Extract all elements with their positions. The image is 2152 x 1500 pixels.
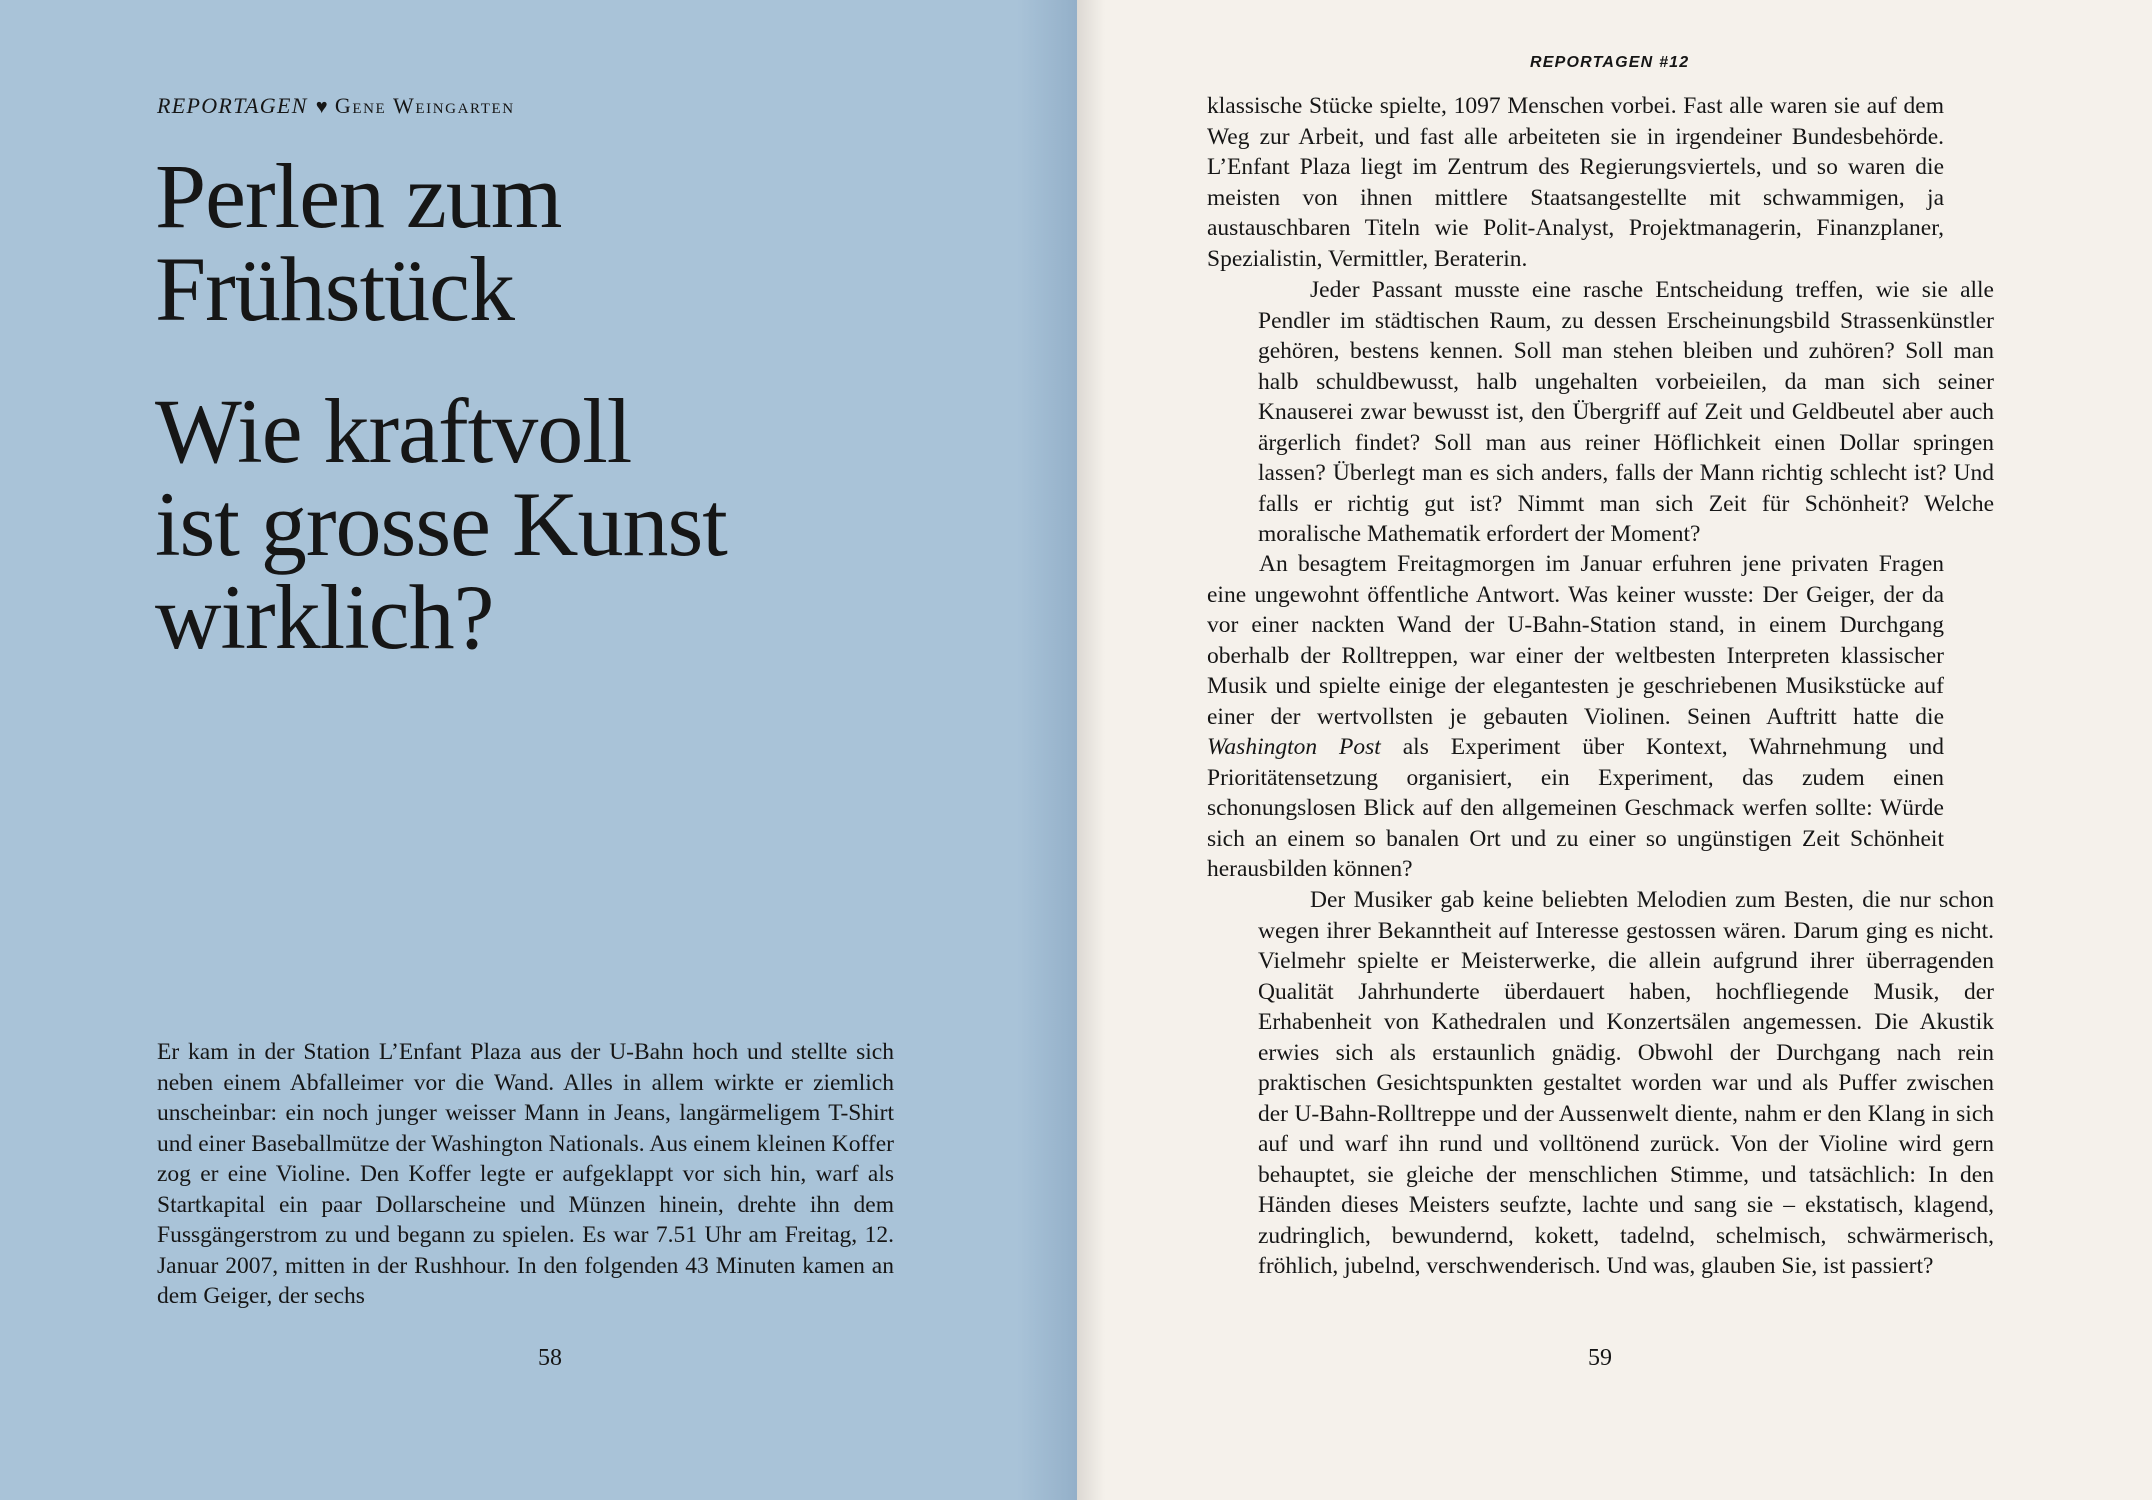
right-page <box>1077 0 2152 1500</box>
body-paragraph-2: Jeder Passant musste eine rasche Entscheidung treffen, wie sie alle Pendler im städtischen Raum, zu dessen Erscheinungsbild Strassenkünstler gehören, bestens kennen. Soll man stehen bleiben und zuhören? Soll man halb schuldbewusst, halb ungehalten vorbeieilen, da man sich seiner Knauserei zwar bewusst ist, den Übergriff auf Zeit und Geldbeutel aber auch ärgerlich findet? Soll man aus reiner Höflichkeit einen Dollar springen lassen? Überlegt man es sich anders, falls der Mann richtig schlecht ist? Und falls er richtig gut ist? Nimmt man sich Zeit für Schönheit? Welche moralische Mathematik erfordert der Moment? <box>1258 277 1994 547</box>
kicker <box>157 93 515 119</box>
title-line-2: Frühstück <box>155 238 514 340</box>
body-paragraph-4: Der Musiker gab keine beliebten Melodien zum Besten, die nur schon wegen ihrer Bekanntheit auf Interesse gestossen wären. Darum ging es nicht. Vielmehr spielte er Meisterwerke, die allein aufgrund ihrer überragenden Qualität Jahrhunderte überdauert haben, hochfliegende Musik, der Erhabenheit von Kathedralen und Konzertsälen angemessen. Die Akustik erwies sich als erstaunlich gnädig. Obwohl der Durchgang nach rein praktischen Gesichtspunkten gestaltet worden war und als Puffer zwischen der U-Bahn-Rolltreppe und der Aussenwelt diente, nahm er den Klang in sich auf und warf ihn rund und volltönend zurück. Von der Violine wird gern behauptet, sie gleiche der menschlichen Stimme, und tatsächlich: In den Händen dieses Meisters seufzte, lachte und sang sie – ekstatisch, klagend, zudringlich, bewundernd, kokett, tadelnd, schelmisch, schwärmerisch, fröhlich, jubelnd, verschwenderisch. Und was, glauben Sie, ist passiert? <box>1258 887 1994 1279</box>
paragraph-3-part-1: An besagtem Freitagmorgen im Januar erfuhren jene privaten Fragen eine ungewohnt öffentliche Antwort. Was keiner wusste: Der Geiger, der da vor einer nackten Wand der U-Bahn-Station stand, in einem Durchgang oberhalb der Rolltreppen, war einer der weltbesten Interpreten klassischer Musik und spielte einige der elegantesten je geschriebenen Musikstücke auf einer der wertvollsten je gebauten Violinen. Seinen Auftritt hatte die <box>1207 551 1944 730</box>
heart-icon: ♥ <box>315 96 329 118</box>
body-paragraph-1: klassische Stücke spielte, 1097 Menschen vorbei. Fast alle waren sie auf dem Weg zur Arbeit, und fast alle arbeiteten sie in irgendeiner Bundesbehörde. L’Enfant Plaza liegt im Zentrum des Regierungsviertels, und so waren die meisten von ihnen mittlere Staatsangestellte mit schwammigen, ja austauschbaren Titeln wie Polit-Analyst, Projektmanagerin, Finanzplaner, Spezialistin, Vermittler, Beraterin. <box>1207 93 1944 272</box>
kicker-section: REPORTAGEN <box>157 93 308 118</box>
lead-paragraph: Er kam in der Station L’Enfant Plaza aus der U-Bahn hoch und stellte sich neben einem Abfalleimer vor die Wand. Alles in allem wirkte er ziemlich unscheinbar: ein noch junger weisser Mann in Jeans, langärmeligem T-Shirt und einer Baseballmütze der Washington Nationals. Aus einem kleinen Koffer zog er eine Violine. Den Koffer legte er aufgeklappt vor sich hin, warf als Startkapital ein paar Dollarscheine und Münzen hinein, drehte ihn dem Fussgängerstrom zu und begann zu spielen. Es war 7.51 Uhr am Freitag, 12. Januar 2007, mitten in der Rushhour. In den folgenden 43 Minuten kamen an dem Geiger, der sechs <box>157 1039 894 1309</box>
running-head: REPORTAGEN #12 <box>1530 54 1690 71</box>
page-number-right: 59 <box>1588 1345 1612 1371</box>
subtitle-line-3: wirklich? <box>155 566 494 668</box>
subtitle-line-2: ist grosse Kunst <box>155 473 727 575</box>
kicker-author: Gene Weingarten <box>334 93 515 118</box>
subtitle-line-1: Wie kraftvoll <box>155 380 632 482</box>
article-title <box>155 145 562 340</box>
body-paragraph-3 <box>1207 549 1944 885</box>
page-number-left: 58 <box>538 1345 562 1371</box>
article-subtitle <box>155 380 727 668</box>
newspaper-name: Washington Post <box>1207 734 1381 760</box>
title-line-1: Perlen zum <box>155 145 562 247</box>
paragraph-3-part-2: als Experiment über Kontext, Wahrnehmung und Prioritätensetzung organisiert, ein Experiment, das zudem einen schonungslosen Blick auf den allgemeinen Geschmack werfen sollte: Würde sich an einem so banalen Ort und zu einer so ungünstigen Zeit Schönheit herausbilden können? <box>1207 734 1944 882</box>
